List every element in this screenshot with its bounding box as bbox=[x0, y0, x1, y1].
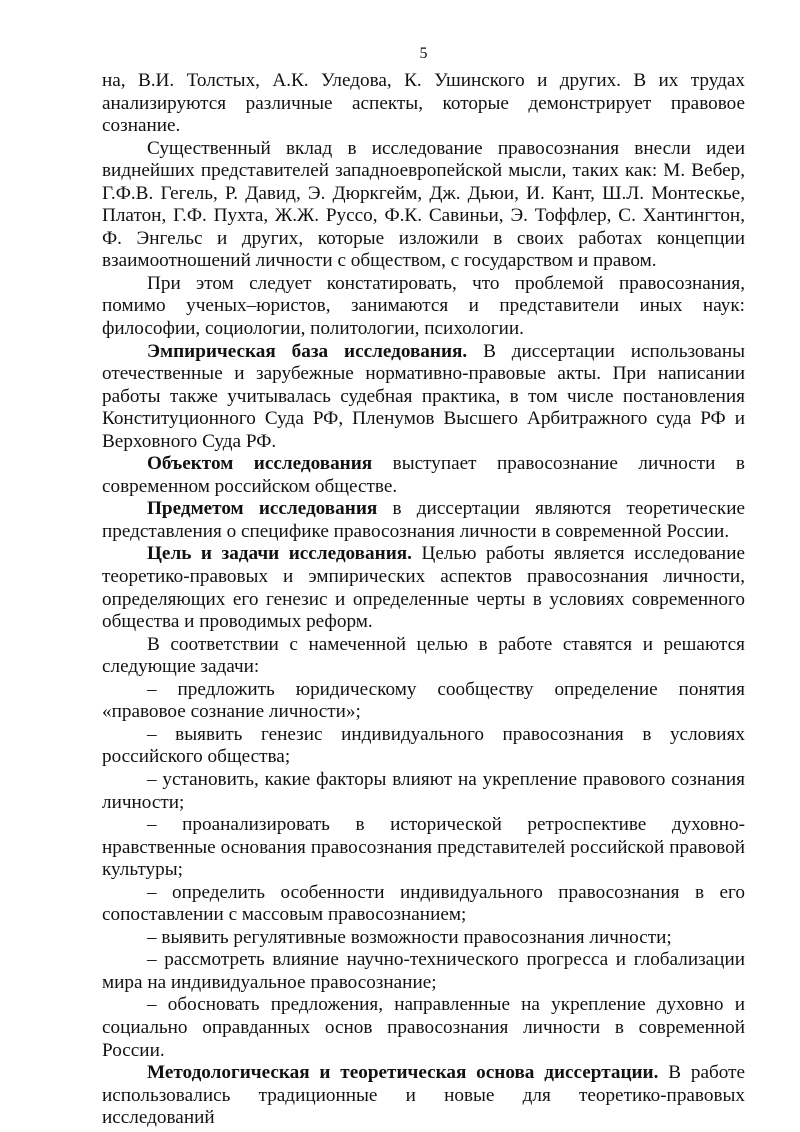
paragraph-text: При этом следует констатировать, что проблемой правосознания, помимо ученых–юристов, занимаются и представители иных наук: философии, социологии, политологии, психологии. bbox=[102, 272, 745, 340]
paragraph-text: – проанализировать в исторической ретроспективе духовно-нравственные основания правосознания представителей российской правовой культуры; bbox=[102, 814, 745, 881]
paragraph-text: Существенный вклад в исследование правосознания внесли идеи виднейших представителей западноевропейской мысли, таких как: М. Вебер, Г.Ф.В. Гегель, Р. Давид, Э. Дюркгейм, Дж. Дьюи, И. Кант, Ш.Л. Монтескье, Платон, Г.Ф. Пухта, Ж.Ж. Руссо, Ф.К. Савиньи, Э. Тоффлер, С. Хантингтон, Ф. Энгельс и других, которые изложили в своих работах концепции взаимоотношений личности с обществом, с государством и правом. bbox=[102, 137, 745, 272]
paragraph bbox=[102, 927, 745, 950]
paragraph-text: – определить особенности индивидуального правосознания в его сопоставлении с массовым правосознанием; bbox=[102, 881, 745, 926]
paragraph bbox=[102, 543, 745, 633]
body-text bbox=[102, 70, 745, 1130]
paragraph bbox=[102, 994, 745, 1062]
paragraph-text: на, В.И. Толстых, А.К. Уледова, К. Ушинского и других. В их трудах анализируются различные аспекты, которые демонстрирует правовое сознание. bbox=[102, 70, 745, 137]
paragraph-text: – выявить генезис индивидуального правосознания в условиях российского общества; bbox=[102, 723, 745, 768]
paragraph-text: в диссертации являются теоретические представления о специфике правосознания личности в современной России. bbox=[102, 498, 745, 542]
paragraph-text: – установить, какие факторы влияют на укрепление правового сознания личности; bbox=[102, 768, 745, 813]
paragraph-text: В работе использовались традиционные и новые для теоретико-правовых исследований bbox=[102, 1062, 745, 1129]
paragraph bbox=[102, 679, 745, 724]
paragraph bbox=[102, 70, 745, 138]
paragraph bbox=[102, 634, 745, 679]
paragraph-text: – обосновать предложения, направленные на укрепление духовно и социально оправданных основ правосознания личности в современной России. bbox=[102, 994, 745, 1061]
paragraph-text: – выявить регулятивные возможности правосознания личности; bbox=[147, 926, 672, 948]
paragraph bbox=[102, 1062, 745, 1130]
paragraph bbox=[102, 498, 745, 543]
paragraph-text: В диссертации использованы отечественные и зарубежные нормативно-правовые акты. При написании работы также учитывалась судебная практика, в том числе постановления Конституционного Суда РФ, Пленумов Высшего Арбитражного суда РФ и Верховного Суда РФ. bbox=[102, 340, 746, 452]
paragraph-lead: Эмпирическая база исследования. bbox=[147, 340, 468, 362]
page-number: 5 bbox=[419, 45, 428, 62]
paragraph-text: Целью работы является исследование теоретико-правовых и эмпирических аспектов правосознания личности, определяющих его генезис и определенные черты в условиях современного общества и проводимых реформ. bbox=[102, 543, 745, 633]
paragraph bbox=[102, 814, 745, 882]
paragraph bbox=[102, 273, 745, 341]
paragraph-lead: Предметом исследования bbox=[147, 498, 378, 520]
paragraph bbox=[102, 769, 745, 814]
paragraph-lead: Методологическая и теоретическая основа диссертации. bbox=[147, 1062, 659, 1084]
paragraph-text: – рассмотреть влияние научно-технического прогресса и глобализации мира на индивидуальное правосознание; bbox=[102, 949, 745, 993]
paragraph bbox=[102, 949, 745, 994]
paragraph bbox=[102, 138, 745, 273]
paragraph-text: – предложить юридическому сообществу определение понятия «правовое сознание личности»; bbox=[102, 678, 745, 723]
paragraph bbox=[102, 453, 745, 498]
document-page bbox=[102, 44, 745, 1130]
paragraph bbox=[102, 882, 745, 927]
paragraph-lead: Цель и задачи исследования. bbox=[147, 543, 412, 565]
paragraph-lead: Объектом исследования bbox=[147, 453, 373, 475]
paragraph bbox=[102, 341, 745, 454]
paragraph-text: выступает правосознание личности в современном российском обществе. bbox=[102, 453, 745, 497]
paragraph bbox=[102, 724, 745, 769]
paragraph-text: В соответствии с намеченной целью в работе ставятся и решаются следующие задачи: bbox=[102, 633, 745, 678]
